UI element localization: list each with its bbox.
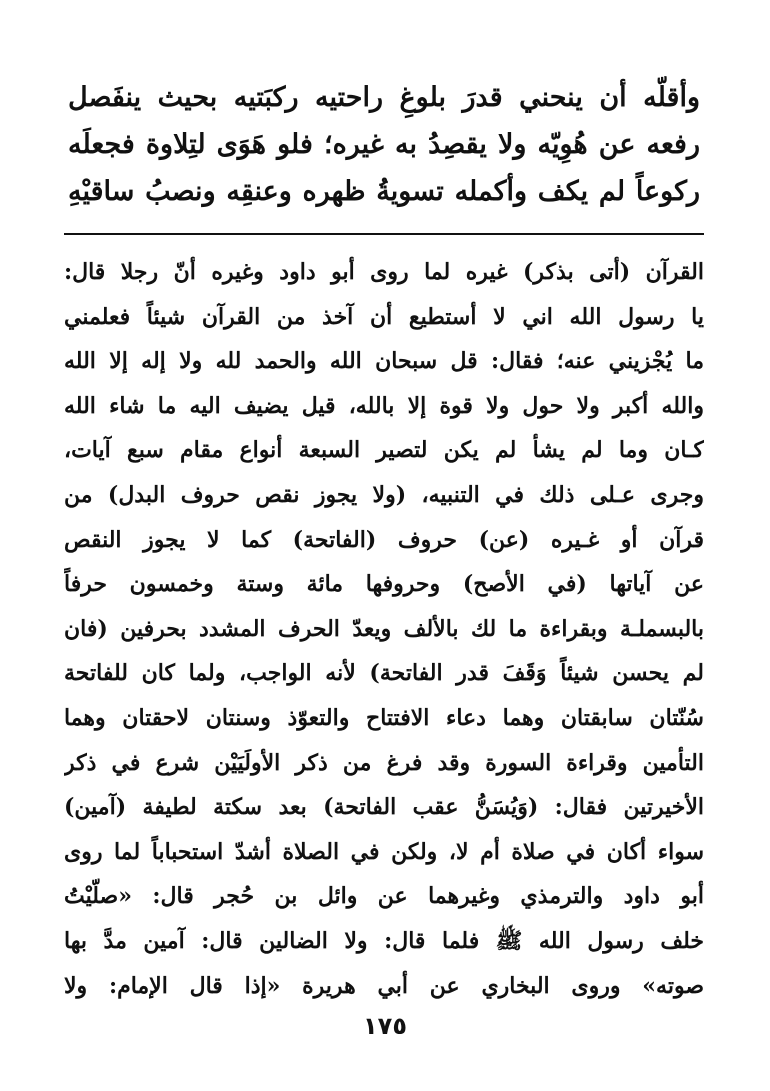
commentary-line: يا رسول الله اني لا أستطيع أن آخذ من القرآن شيئاً فعلمني: [64, 303, 704, 330]
commentary-line: الأخيرتين فقال: (وَيُسَنُّ عقب الفاتحة) بعد سكتة لطيفة (آمين): [64, 794, 704, 821]
commentary-line: لم يحسن شيئاً وَقَفَ قدر الفاتحة) لأنه الواجب، ولما كان للفاتحة: [64, 660, 704, 687]
commentary-line: القرآن (أتى بذكر) غيره لما روى أبو داود وغيره أنّ رجلا قال:: [64, 259, 704, 285]
commentary-line: عن آياتها (في الأصح) وحروفها مائة وستة وخمسون حرفاً: [64, 571, 704, 598]
section-divider: [64, 233, 704, 235]
main-text-block: [68, 74, 700, 215]
commentary-line: سواء أكان في صلاة أم لا، ولكن في الصلاة أشدّ استحباباً لما روى: [64, 838, 704, 865]
commentary-line: أبو داود والترمذي وغيرهما عن وائل بن حُجر قال: «صلّيْتُ: [64, 883, 704, 910]
page-number: ١٧٥: [363, 1012, 407, 1040]
commentary-line: وجرى عـلى ذلك في التنبيه، (ولا يجوز نقص حروف البدل) من: [64, 481, 704, 508]
commentary-line: بالبسملـة وبقراءة ما لك بالألف ويعدّ الحرف المشدد بحرفين (فان: [64, 615, 704, 642]
commentary-line: كـان وما لم يشأ لم يكن لتصير السبعة أنواع مقام سبع آيات،: [64, 437, 704, 464]
commentary-line: والله أكبر ولا حول ولا قوة إلا بالله، قيل يضيف اليه ما شاء الله: [64, 392, 704, 419]
main-text-line: وأقلّه أن ينحني قدرَ بلوغِ راحتيه ركبَتيه بحيث ينفَصل: [68, 82, 700, 113]
main-text-line: رفعه عن هُوِيّه ولا يقصِدُ به غيره؛ فلو هَوَى لتِلاوة فجعلَه: [68, 129, 700, 160]
commentary-line: خلف رسول الله ﷺ فلما قال: ولا الضالين قال: آمين مدَّ بها: [64, 927, 704, 954]
main-text-line: ركوعاً لم يكف وأكمله تسويةُ ظهره وعنقِه ونصبُ ساقيْهِ: [68, 176, 700, 207]
commentary-line: ما يُجْزيني عنه؛ فقال: قل سبحان الله والحمد لله ولا إله إلا الله: [64, 348, 704, 375]
commentary-line: قرآن أو غـيره (عن) حروف (الفاتحة) كما لا يجوز النقص: [64, 526, 704, 553]
commentary-line: صوته» وروى البخاري عن أبي هريرة «إذا قال الإمام: ولا: [64, 972, 704, 999]
commentary-block: [64, 250, 704, 1008]
commentary-line: سُنّتان سابقتان وهما دعاء الافتتاح والتعوّذ وسنتان لاحقتان وهما: [64, 704, 704, 731]
commentary-line: التأمين وقراءة السورة وقد فرغ من ذكر الأولَيَيْن شرع في ذكر: [64, 749, 704, 776]
